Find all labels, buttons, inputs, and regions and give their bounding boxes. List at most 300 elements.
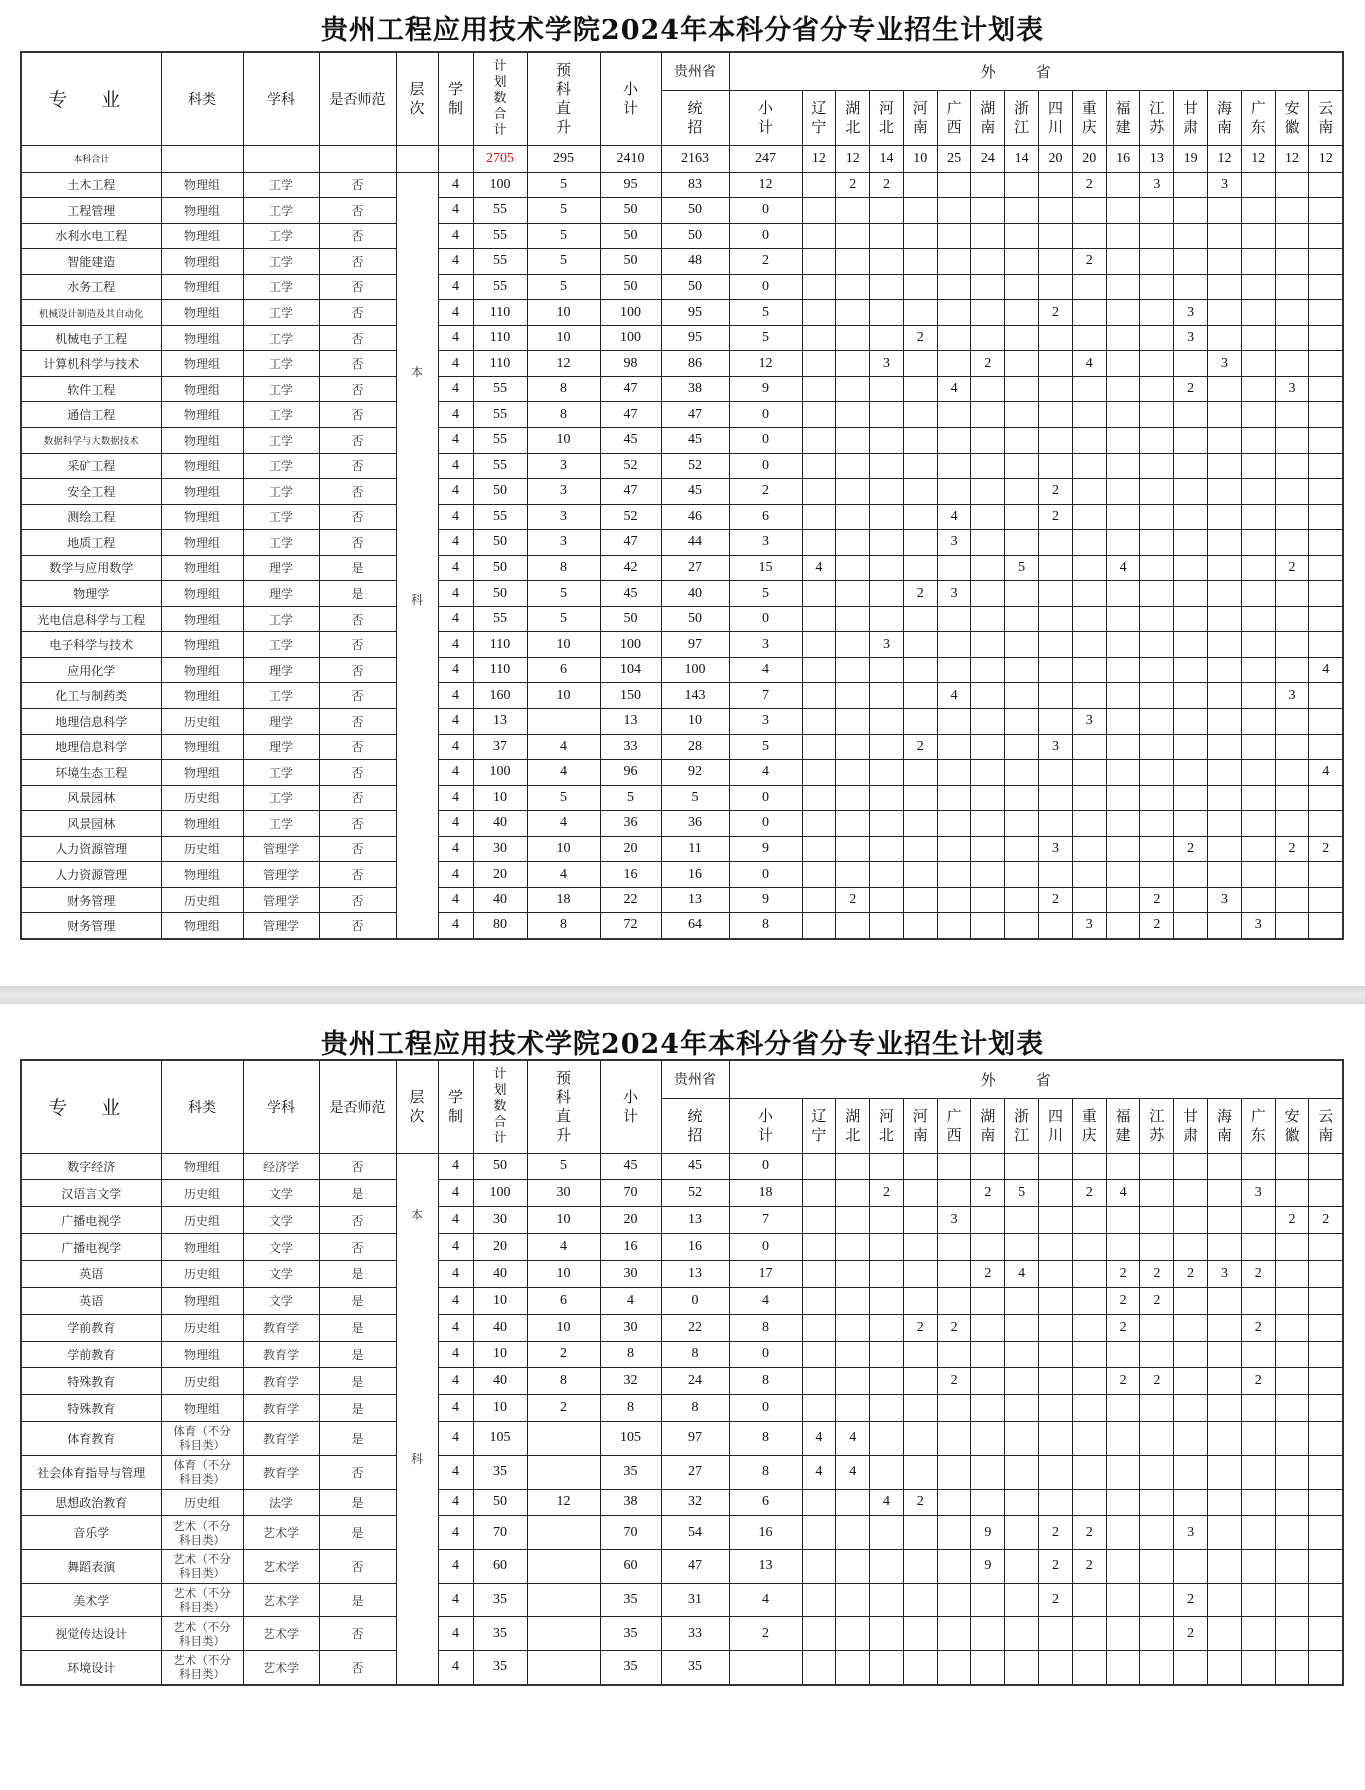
province-quota bbox=[1039, 1153, 1073, 1180]
province-quota bbox=[1309, 581, 1343, 607]
province-quota bbox=[1005, 632, 1039, 658]
plan-total: 100 bbox=[473, 1180, 527, 1207]
province-quota bbox=[802, 249, 836, 275]
province-quota bbox=[870, 657, 904, 683]
province-quota bbox=[1106, 862, 1140, 888]
subject-category: 物理组 bbox=[161, 555, 243, 581]
prep: 5 bbox=[527, 581, 600, 607]
province-quota bbox=[1174, 683, 1208, 709]
province-quota bbox=[1309, 223, 1343, 249]
subject-category: 物理组 bbox=[161, 1341, 243, 1368]
province-quota bbox=[1208, 1395, 1242, 1422]
subject-category: 物理组 bbox=[161, 530, 243, 556]
province-quota: 3 bbox=[1208, 351, 1242, 377]
province-quota bbox=[1039, 606, 1073, 632]
major-name: 水务工程 bbox=[21, 274, 161, 300]
province-quota bbox=[937, 172, 971, 198]
province-quota bbox=[1072, 1153, 1106, 1180]
major-name: 思想政治教育 bbox=[21, 1489, 161, 1516]
province-quota bbox=[1140, 785, 1174, 811]
col-guizhou: 贵州省 bbox=[661, 1060, 729, 1098]
guizhou-unified: 27 bbox=[661, 555, 729, 581]
prep: 4 bbox=[527, 862, 600, 888]
prep: 30 bbox=[527, 1180, 600, 1207]
plan-total: 55 bbox=[473, 376, 527, 402]
province-quota bbox=[971, 249, 1005, 275]
province-quota bbox=[870, 274, 904, 300]
province-quota bbox=[1275, 274, 1309, 300]
guizhou-unified: 31 bbox=[661, 1583, 729, 1617]
province-quota bbox=[1005, 172, 1039, 198]
province-quota bbox=[903, 887, 937, 913]
is-normal: 否 bbox=[319, 785, 396, 811]
province-quota bbox=[836, 1550, 870, 1584]
subject-category: 物理组 bbox=[161, 734, 243, 760]
duration: 4 bbox=[438, 760, 473, 786]
province-quota bbox=[1309, 172, 1343, 198]
is-normal: 否 bbox=[319, 1207, 396, 1234]
province-quota bbox=[1072, 1489, 1106, 1516]
discipline: 理学 bbox=[243, 734, 319, 760]
province-quota bbox=[903, 351, 937, 377]
province-quota bbox=[971, 223, 1005, 249]
prep: 5 bbox=[527, 606, 600, 632]
province-quota bbox=[903, 300, 937, 326]
major-name: 水利水电工程 bbox=[21, 223, 161, 249]
plan-total: 110 bbox=[473, 632, 527, 658]
province-quota bbox=[1208, 760, 1242, 786]
province-quota bbox=[903, 1395, 937, 1422]
province-quota bbox=[1275, 785, 1309, 811]
province-quota bbox=[1241, 249, 1275, 275]
province-quota bbox=[836, 1153, 870, 1180]
province-quota bbox=[1039, 172, 1073, 198]
discipline: 理学 bbox=[243, 581, 319, 607]
duration: 4 bbox=[438, 402, 473, 428]
province-quota bbox=[1309, 479, 1343, 505]
province-quota: 2 bbox=[1275, 836, 1309, 862]
outside-subtotal: 0 bbox=[729, 1234, 802, 1261]
col-discipline: 学科 bbox=[243, 1060, 319, 1153]
province-quota bbox=[870, 1550, 904, 1584]
major-name: 数字经济 bbox=[21, 1153, 161, 1180]
province-quota bbox=[802, 785, 836, 811]
province-quota bbox=[1039, 223, 1073, 249]
plan-total: 13 bbox=[473, 708, 527, 734]
is-normal: 否 bbox=[319, 708, 396, 734]
province-quota bbox=[937, 606, 971, 632]
province-quota bbox=[836, 376, 870, 402]
subtotal: 98 bbox=[600, 351, 661, 377]
guizhou-unified: 64 bbox=[661, 913, 729, 939]
province-quota bbox=[1005, 479, 1039, 505]
province-quota bbox=[802, 223, 836, 249]
province-quota bbox=[1309, 1651, 1343, 1685]
province-quota: 2 bbox=[971, 351, 1005, 377]
province-quota bbox=[971, 1287, 1005, 1314]
province-quota bbox=[870, 1260, 904, 1287]
outside-subtotal: 2 bbox=[729, 479, 802, 505]
province-quota bbox=[1140, 1341, 1174, 1368]
total-subtotal: 2410 bbox=[600, 145, 661, 172]
is-normal: 否 bbox=[319, 325, 396, 351]
province-quota bbox=[1208, 402, 1242, 428]
plan-total: 55 bbox=[473, 249, 527, 275]
province-quota bbox=[937, 1455, 971, 1489]
subject-category: 物理组 bbox=[161, 249, 243, 275]
major-name: 测绘工程 bbox=[21, 504, 161, 530]
province-quota bbox=[1072, 811, 1106, 837]
province-quota: 4 bbox=[937, 376, 971, 402]
province-quota bbox=[1039, 1395, 1073, 1422]
province-quota bbox=[1106, 1550, 1140, 1584]
province-quota bbox=[937, 198, 971, 224]
subtotal: 100 bbox=[600, 325, 661, 351]
province-quota bbox=[1241, 785, 1275, 811]
province-quota bbox=[1106, 249, 1140, 275]
province-quota bbox=[1309, 402, 1343, 428]
province-quota bbox=[802, 1287, 836, 1314]
province-quota bbox=[1275, 198, 1309, 224]
major-name: 机械电子工程 bbox=[21, 325, 161, 351]
discipline: 经济学 bbox=[243, 1153, 319, 1180]
province-quota bbox=[1309, 530, 1343, 556]
province-quota bbox=[1275, 1583, 1309, 1617]
province-quota bbox=[1275, 1287, 1309, 1314]
province-quota bbox=[1275, 734, 1309, 760]
province-quota bbox=[1174, 581, 1208, 607]
province-quota bbox=[1275, 1314, 1309, 1341]
province-quota bbox=[1208, 223, 1242, 249]
province-quota bbox=[836, 274, 870, 300]
province-quota bbox=[1072, 1422, 1106, 1456]
province-quota bbox=[1174, 1651, 1208, 1685]
province-quota bbox=[903, 632, 937, 658]
province-quota bbox=[1174, 1489, 1208, 1516]
province-quota bbox=[1174, 249, 1208, 275]
subtotal: 47 bbox=[600, 479, 661, 505]
prep: 8 bbox=[527, 402, 600, 428]
subject-category: 体育（不分 科目类） bbox=[161, 1422, 243, 1456]
province-quota bbox=[802, 1368, 836, 1395]
plan-total: 50 bbox=[473, 479, 527, 505]
province-quota bbox=[802, 1260, 836, 1287]
outside-subtotal: 0 bbox=[729, 606, 802, 632]
province-quota bbox=[937, 1550, 971, 1584]
is-normal: 否 bbox=[319, 836, 396, 862]
province-quota: 2 bbox=[903, 734, 937, 760]
province-quota bbox=[836, 325, 870, 351]
discipline: 艺术学 bbox=[243, 1550, 319, 1584]
col-guizhou: 贵州省 bbox=[661, 52, 729, 90]
province-quota bbox=[1106, 913, 1140, 939]
province-quota bbox=[802, 325, 836, 351]
province-quota bbox=[1174, 453, 1208, 479]
province-quota bbox=[802, 1234, 836, 1261]
major-name: 土木工程 bbox=[21, 172, 161, 198]
outside-subtotal: 18 bbox=[729, 1180, 802, 1207]
subject-category: 物理组 bbox=[161, 376, 243, 402]
province-quota bbox=[1241, 198, 1275, 224]
province-quota bbox=[1174, 887, 1208, 913]
total-province: 19 bbox=[1174, 145, 1208, 172]
discipline: 文学 bbox=[243, 1234, 319, 1261]
province-quota: 3 bbox=[1241, 913, 1275, 939]
guizhou-unified: 83 bbox=[661, 172, 729, 198]
province-quota bbox=[937, 836, 971, 862]
province-quota bbox=[1039, 1617, 1073, 1651]
province-quota bbox=[1208, 376, 1242, 402]
province-quota: 2 bbox=[1174, 1260, 1208, 1287]
province-quota bbox=[1174, 657, 1208, 683]
subtotal: 36 bbox=[600, 811, 661, 837]
province-quota bbox=[1241, 223, 1275, 249]
prep: 8 bbox=[527, 1368, 600, 1395]
col-outside: 外省 bbox=[729, 52, 1343, 90]
discipline: 理学 bbox=[243, 657, 319, 683]
guizhou-unified: 143 bbox=[661, 683, 729, 709]
province-quota bbox=[1208, 1651, 1242, 1685]
subtotal: 45 bbox=[600, 427, 661, 453]
total-province: 24 bbox=[971, 145, 1005, 172]
subject-category: 物理组 bbox=[161, 479, 243, 505]
province-quota bbox=[1039, 811, 1073, 837]
province-quota: 3 bbox=[1241, 1180, 1275, 1207]
outside-subtotal: 0 bbox=[729, 811, 802, 837]
is-normal: 是 bbox=[319, 1341, 396, 1368]
outside-subtotal: 8 bbox=[729, 1422, 802, 1456]
col-province: 湖 北 bbox=[836, 90, 870, 145]
province-quota bbox=[1309, 734, 1343, 760]
province-quota: 2 bbox=[1039, 887, 1073, 913]
subject-category: 历史组 bbox=[161, 1489, 243, 1516]
col-province: 浙 江 bbox=[1005, 90, 1039, 145]
province-quota: 2 bbox=[903, 1314, 937, 1341]
subject-category: 物理组 bbox=[161, 913, 243, 939]
province-quota bbox=[870, 1651, 904, 1685]
duration: 4 bbox=[438, 581, 473, 607]
province-quota: 2 bbox=[1039, 1516, 1073, 1550]
is-normal: 是 bbox=[319, 1422, 396, 1456]
province-quota bbox=[1208, 1583, 1242, 1617]
plan-total: 55 bbox=[473, 198, 527, 224]
guizhou-unified: 40 bbox=[661, 581, 729, 607]
province-quota: 4 bbox=[836, 1422, 870, 1456]
province-quota bbox=[1106, 1489, 1140, 1516]
province-quota bbox=[1140, 836, 1174, 862]
province-quota bbox=[1106, 376, 1140, 402]
province-quota bbox=[802, 734, 836, 760]
major-name: 风景园林 bbox=[21, 785, 161, 811]
province-quota bbox=[1140, 376, 1174, 402]
plan-total: 100 bbox=[473, 172, 527, 198]
province-quota bbox=[1174, 1550, 1208, 1584]
subtotal: 13 bbox=[600, 708, 661, 734]
province-quota bbox=[971, 1234, 1005, 1261]
province-quota bbox=[937, 760, 971, 786]
province-quota bbox=[1039, 530, 1073, 556]
plan-total: 50 bbox=[473, 581, 527, 607]
province-quota bbox=[1174, 479, 1208, 505]
outside-subtotal: 5 bbox=[729, 734, 802, 760]
province-quota bbox=[802, 811, 836, 837]
table-row bbox=[21, 657, 1343, 683]
is-normal: 否 bbox=[319, 887, 396, 913]
province-quota bbox=[903, 453, 937, 479]
is-normal: 否 bbox=[319, 1651, 396, 1685]
province-quota bbox=[1309, 862, 1343, 888]
province-quota bbox=[1005, 325, 1039, 351]
province-quota bbox=[1208, 1489, 1242, 1516]
subject-category: 物理组 bbox=[161, 657, 243, 683]
province-quota bbox=[903, 657, 937, 683]
subtotal: 38 bbox=[600, 1489, 661, 1516]
province-quota bbox=[836, 504, 870, 530]
table-row bbox=[21, 1550, 1343, 1584]
province-quota bbox=[1005, 1314, 1039, 1341]
province-quota bbox=[802, 862, 836, 888]
province-quota bbox=[1174, 530, 1208, 556]
duration: 4 bbox=[438, 683, 473, 709]
province-quota bbox=[1208, 836, 1242, 862]
province-quota bbox=[971, 1368, 1005, 1395]
discipline: 工学 bbox=[243, 479, 319, 505]
province-quota bbox=[1309, 632, 1343, 658]
major-name: 音乐学 bbox=[21, 1516, 161, 1550]
province-quota bbox=[1005, 351, 1039, 377]
province-quota bbox=[1072, 479, 1106, 505]
is-normal: 是 bbox=[319, 1489, 396, 1516]
is-normal: 否 bbox=[319, 453, 396, 479]
province-quota bbox=[1106, 198, 1140, 224]
province-quota bbox=[1140, 862, 1174, 888]
province-quota bbox=[937, 887, 971, 913]
duration: 4 bbox=[438, 300, 473, 326]
province-quota bbox=[1174, 1341, 1208, 1368]
province-quota bbox=[836, 198, 870, 224]
province-quota bbox=[1208, 1180, 1242, 1207]
table-row bbox=[21, 632, 1343, 658]
province-quota bbox=[1275, 1422, 1309, 1456]
province-quota bbox=[870, 785, 904, 811]
table-row bbox=[21, 479, 1343, 505]
province-quota bbox=[1275, 249, 1309, 275]
is-normal: 否 bbox=[319, 300, 396, 326]
total-province: 12 bbox=[1275, 145, 1309, 172]
subject-category: 物理组 bbox=[161, 811, 243, 837]
subtotal: 104 bbox=[600, 657, 661, 683]
duration: 4 bbox=[438, 1455, 473, 1489]
province-quota: 2 bbox=[937, 1368, 971, 1395]
outside-subtotal: 2 bbox=[729, 1617, 802, 1651]
subtotal: 50 bbox=[600, 198, 661, 224]
province-quota bbox=[1072, 1234, 1106, 1261]
province-quota bbox=[1174, 1207, 1208, 1234]
subject-category: 历史组 bbox=[161, 1207, 243, 1234]
province-quota bbox=[802, 1180, 836, 1207]
province-quota bbox=[1208, 581, 1242, 607]
province-quota bbox=[1005, 1368, 1039, 1395]
province-quota bbox=[1208, 1153, 1242, 1180]
outside-subtotal: 5 bbox=[729, 581, 802, 607]
province-quota: 2 bbox=[1174, 1617, 1208, 1651]
subject-category: 物理组 bbox=[161, 300, 243, 326]
province-quota bbox=[1005, 1550, 1039, 1584]
province-quota bbox=[937, 785, 971, 811]
province-quota bbox=[1106, 427, 1140, 453]
province-quota bbox=[870, 1207, 904, 1234]
province-quota bbox=[1208, 734, 1242, 760]
guizhou-unified: 48 bbox=[661, 249, 729, 275]
province-quota bbox=[1208, 811, 1242, 837]
province-quota bbox=[870, 887, 904, 913]
province-quota bbox=[1241, 862, 1275, 888]
province-quota bbox=[937, 862, 971, 888]
duration: 4 bbox=[438, 530, 473, 556]
province-quota bbox=[971, 1651, 1005, 1685]
province-quota bbox=[836, 1583, 870, 1617]
plan-total: 60 bbox=[473, 1550, 527, 1584]
outside-subtotal: 9 bbox=[729, 836, 802, 862]
province-quota bbox=[1241, 1583, 1275, 1617]
province-quota bbox=[1072, 402, 1106, 428]
table-row bbox=[21, 198, 1343, 224]
guizhou-unified: 13 bbox=[661, 887, 729, 913]
discipline: 工学 bbox=[243, 249, 319, 275]
total-prep: 295 bbox=[527, 145, 600, 172]
province-quota bbox=[802, 1395, 836, 1422]
province-quota: 3 bbox=[1039, 734, 1073, 760]
discipline: 工学 bbox=[243, 427, 319, 453]
province-quota bbox=[1174, 198, 1208, 224]
province-quota: 2 bbox=[836, 172, 870, 198]
province-quota bbox=[1072, 300, 1106, 326]
is-normal: 否 bbox=[319, 249, 396, 275]
guizhou-unified: 45 bbox=[661, 479, 729, 505]
province-quota bbox=[1106, 300, 1140, 326]
guizhou-unified: 10 bbox=[661, 708, 729, 734]
province-quota bbox=[1039, 1422, 1073, 1456]
province-quota bbox=[971, 581, 1005, 607]
subject-category: 艺术（不分 科目类） bbox=[161, 1516, 243, 1550]
province-quota: 4 bbox=[1106, 555, 1140, 581]
col-subtotal: 小 计 bbox=[600, 1060, 661, 1153]
guizhou-unified: 11 bbox=[661, 836, 729, 862]
subtotal: 30 bbox=[600, 1314, 661, 1341]
province-quota bbox=[1275, 1489, 1309, 1516]
province-quota: 2 bbox=[971, 1260, 1005, 1287]
province-quota bbox=[802, 1651, 836, 1685]
subject-category: 艺术（不分 科目类） bbox=[161, 1651, 243, 1685]
province-quota bbox=[870, 1516, 904, 1550]
province-quota bbox=[1241, 1422, 1275, 1456]
guizhou-unified: 95 bbox=[661, 325, 729, 351]
subtotal: 50 bbox=[600, 606, 661, 632]
duration: 4 bbox=[438, 811, 473, 837]
province-quota bbox=[1208, 1455, 1242, 1489]
province-quota bbox=[1309, 427, 1343, 453]
province-quota bbox=[937, 1489, 971, 1516]
subject-category: 物理组 bbox=[161, 427, 243, 453]
province-quota bbox=[1072, 1314, 1106, 1341]
table-row bbox=[21, 1651, 1343, 1685]
outside-subtotal: 12 bbox=[729, 172, 802, 198]
province-quota bbox=[1174, 1368, 1208, 1395]
prep bbox=[527, 1583, 600, 1617]
province-quota bbox=[903, 274, 937, 300]
duration: 4 bbox=[438, 606, 473, 632]
plan-total: 55 bbox=[473, 402, 527, 428]
